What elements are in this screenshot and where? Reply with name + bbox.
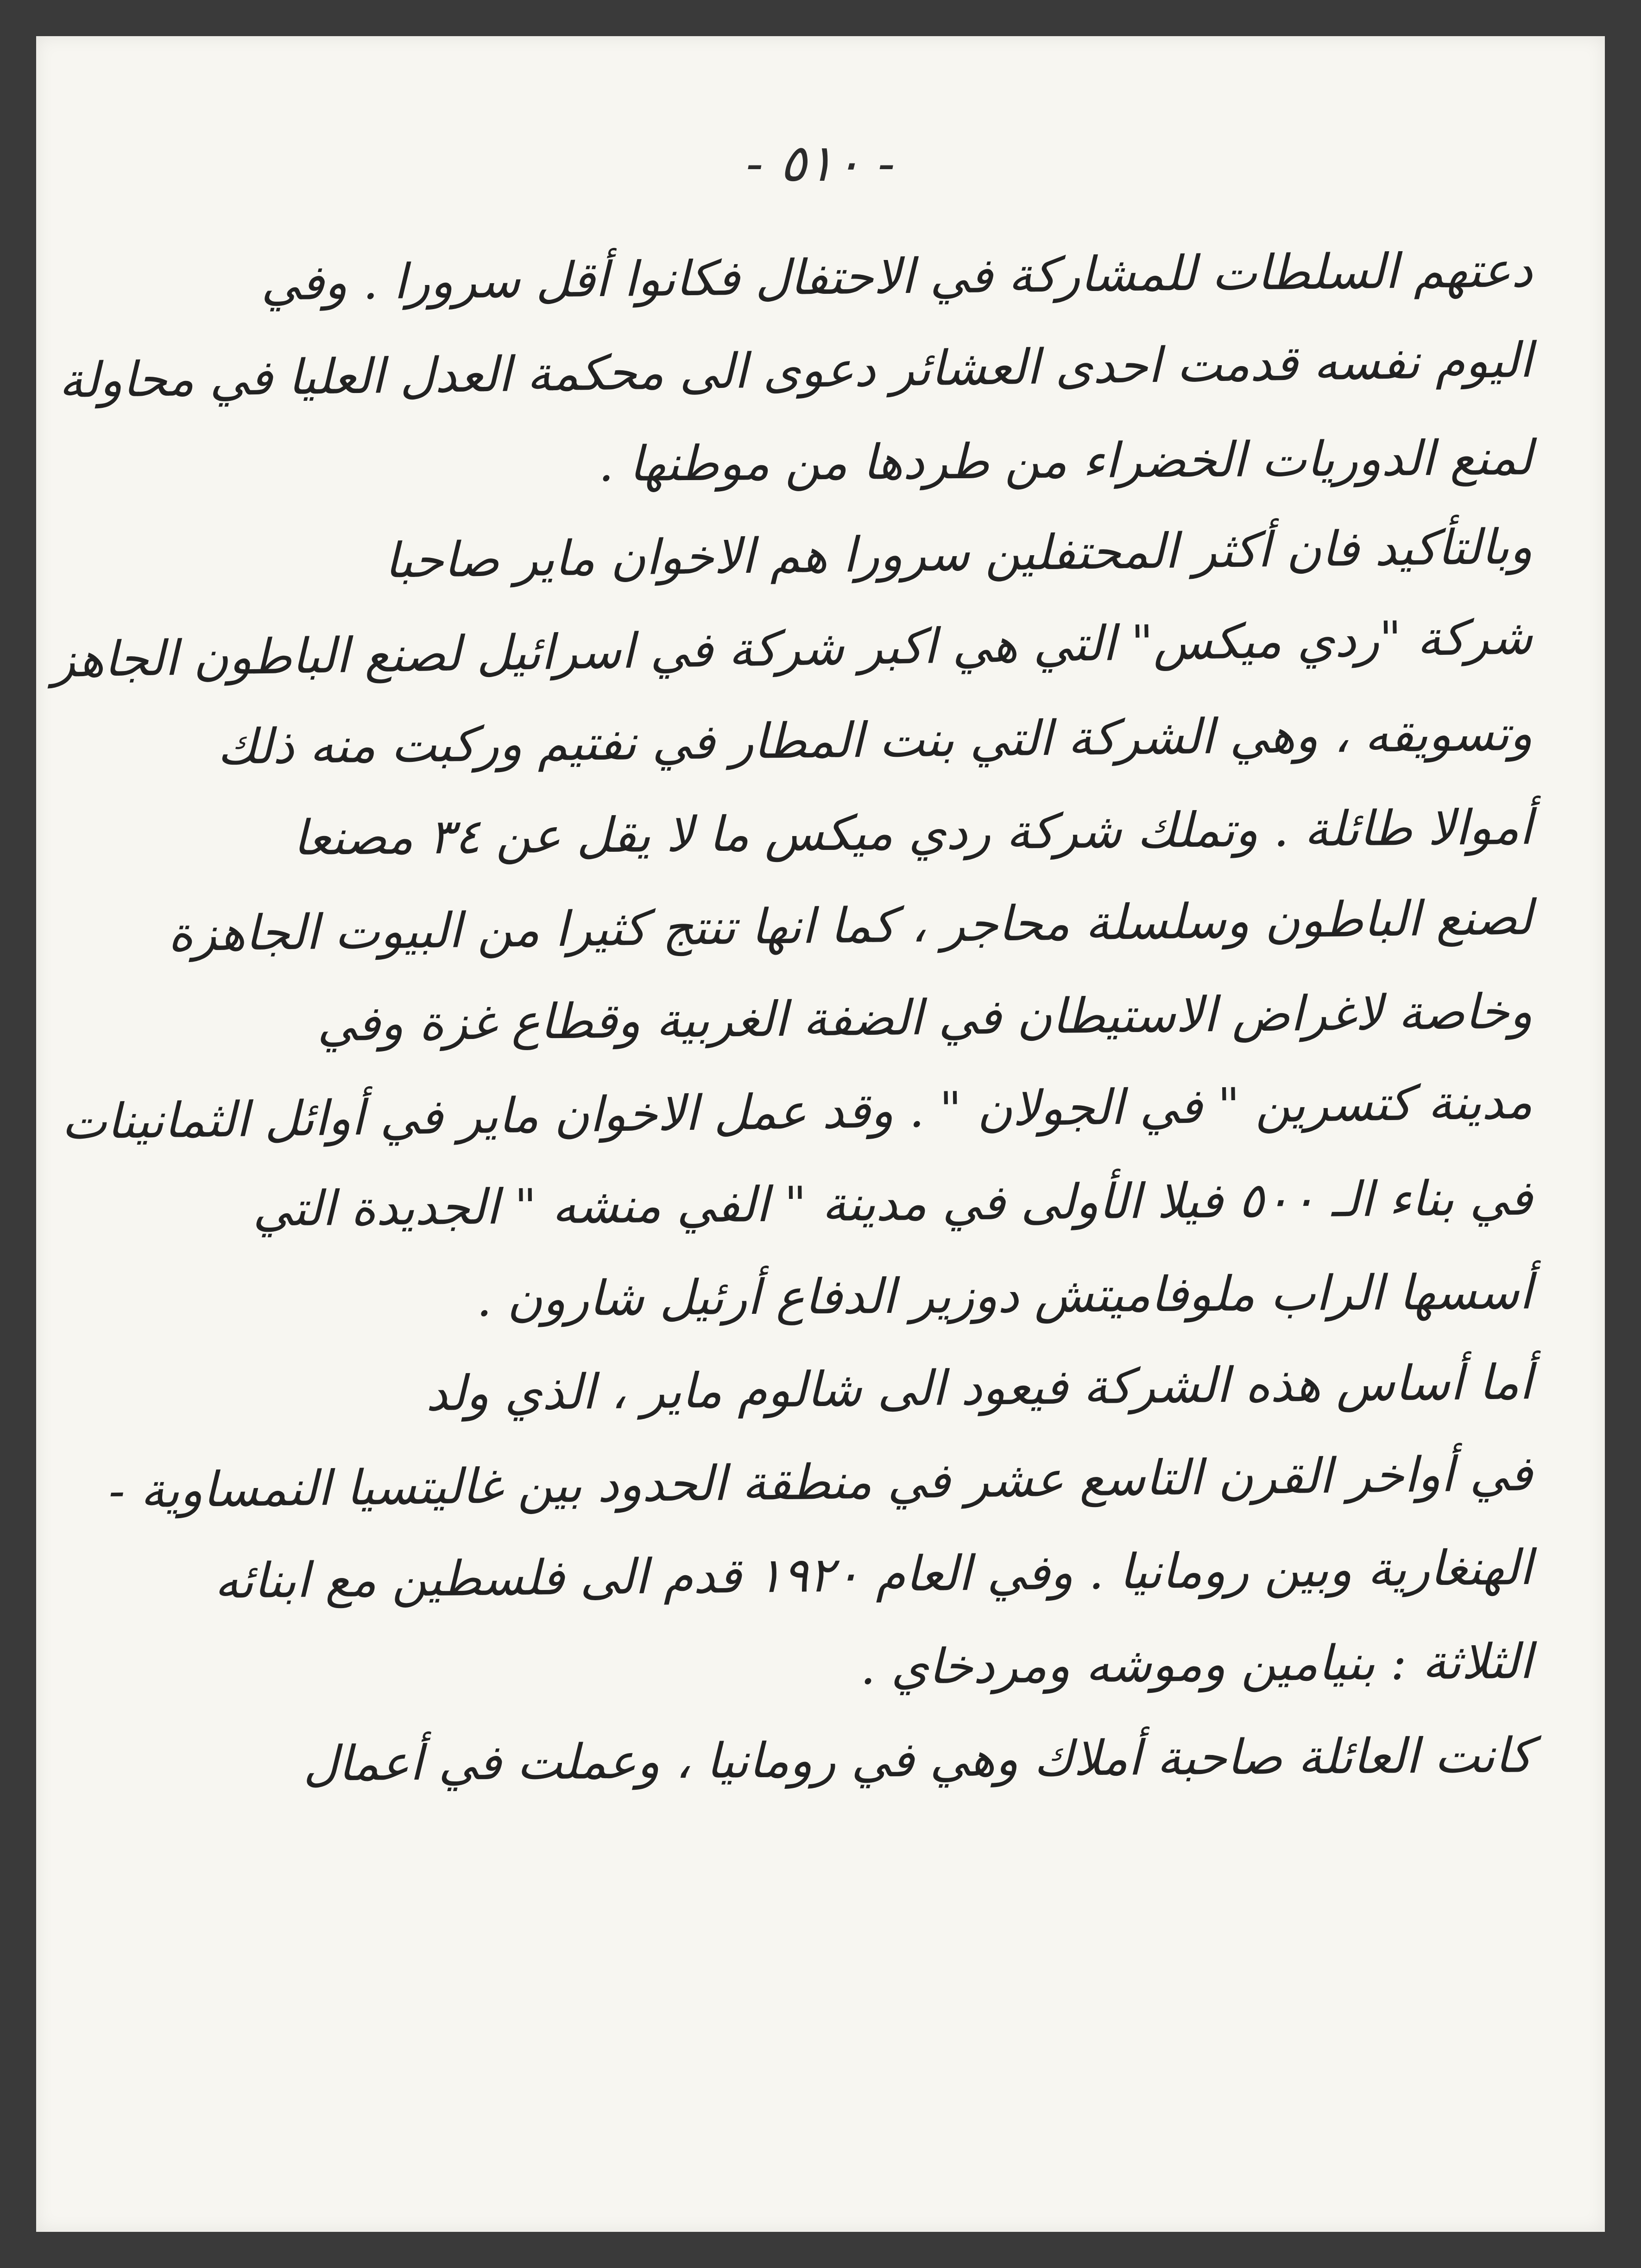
manuscript-line: لمنع الدوريات الخضراء من طردها من موطنها . xyxy=(598,429,1533,493)
manuscript-line: اليوم نفسه قدمت احدى العشائر دعوى الى محكمة العدل العليا في محاولة xyxy=(58,331,1533,409)
manuscript-line: وخاصة لاغراض الاستيطان في الضفة الغربية وقطاع غزة وفي xyxy=(316,982,1533,1052)
manuscript-line: أموالا طائلة . وتملك شركة ردي ميكس ما لا يقل عن ٣٤ مصنعا xyxy=(293,798,1533,866)
manuscript-line: أما أساس هذه الشركة فيعود الى شالوم ماير ، الذي ولد xyxy=(425,1353,1533,1422)
manuscript-line: أسسها الراب ملوفاميتش دوزير الدفاع أرئيل شارون . xyxy=(476,1263,1533,1328)
manuscript-page xyxy=(36,36,1605,2232)
manuscript-line: شركة "ردي ميكس" التي هي اكبر شركة في اسرائيل لصنع الباطون الجاهز xyxy=(51,608,1533,689)
manuscript-line: لصنع الباطون وسلسلة محاجر ، كما انها تنتج كثيرا من البيوت الجاهزة xyxy=(167,889,1533,963)
manuscript-line: وبالتأكيد فان أكثر المحتفلين سرورا هم الاخوان ماير صاحبا xyxy=(384,518,1533,589)
manuscript-line: الهنغارية وبين رومانيا . وفي العام ١٩٢٠ قدم الى فلسطين مع ابنائه xyxy=(214,1539,1533,1609)
manuscript-line: مدينة كتسرين " في الجولان " . وقد عمل الاخوان ماير في أوائل الثمانينات xyxy=(61,1073,1533,1150)
manuscript-line: في بناء الـ ٥٠٠ فيلا الأولى في مدينة " الفي منشه " الجديدة التي xyxy=(252,1169,1533,1237)
manuscript-line: في أواخر القرن التاسع عشر في منطقة الحدود بين غاليتسيا النمساوية - xyxy=(108,1445,1533,1519)
page-number: - ٥١٠ - xyxy=(746,133,895,193)
manuscript-line: وتسويقه ، وهي الشركة التي بنت المطار في نفتيم وركبت منه ذلك xyxy=(217,704,1533,775)
manuscript-line: كانت العائلة صاحبة أملاك وهي في رومانيا ، وعملت في أعمال xyxy=(303,1727,1533,1792)
manuscript-line: دعتهم السلطات للمشاركة في الاحتفال فكانوا أقل سرورا . وفي xyxy=(260,241,1533,311)
manuscript-line: الثلاثة : بنيامين وموشه ومردخاي . xyxy=(860,1633,1533,1696)
manuscript-body xyxy=(51,231,1533,1806)
